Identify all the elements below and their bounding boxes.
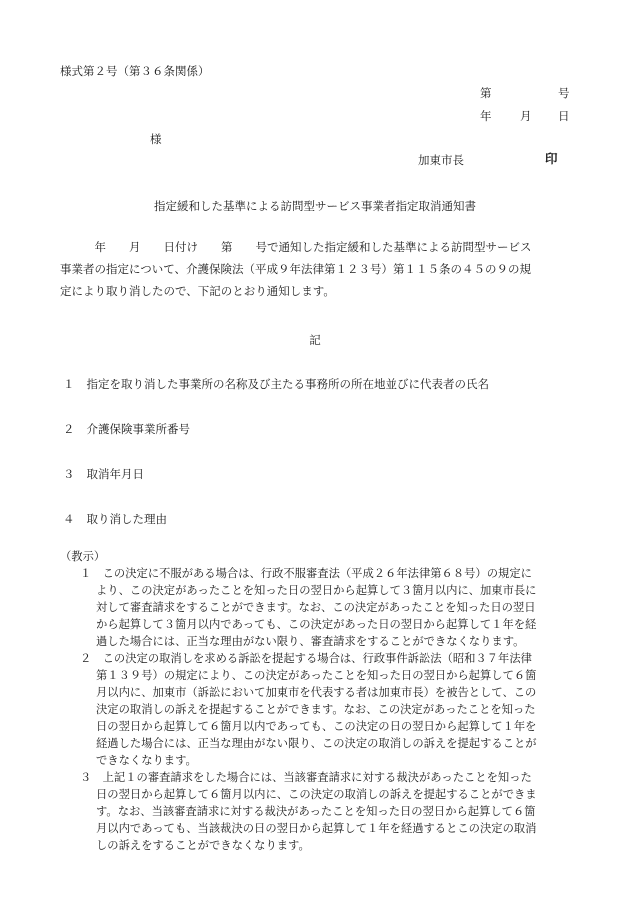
- item-1: [63, 379, 489, 391]
- kyouji-line: しの訴えをすることができなくなります。: [96, 839, 310, 852]
- ki-heading: 記: [309, 333, 321, 347]
- item-3: [63, 469, 144, 481]
- doc-no-prefix: 第: [480, 86, 492, 100]
- kyouji-line: す。なお、当該審査請求に対する裁決があったことを知った日の翌日から起算して６箇: [96, 805, 536, 818]
- item-number: １: [63, 377, 75, 391]
- kyouji-line: 日の翌日から起算して６箇月以内に、この決定の取消しの訴えを提起することができま: [96, 788, 537, 801]
- date-day: 日: [558, 109, 570, 123]
- kyouji-heading: （教示）: [60, 550, 106, 563]
- kyouji-line: 日の翌日から起算して６箇月以内であっても、この決定の日の翌日から起算して１年を: [96, 720, 537, 733]
- kyouji-line: より、この決定があったことを知った日の翌日から起算して３箇月以内に、加東市長に: [96, 584, 537, 597]
- item-number: ３: [63, 467, 75, 481]
- kyouji-section: [60, 548, 590, 854]
- item-text: 介護保険事業所番号: [86, 422, 190, 436]
- body-line: 事業者の指定について、介護保険法（平成９年法律第１２３号）第１１５条の４５の９の規: [60, 262, 532, 276]
- kyouji-line: 月以内であっても、当該裁決の日の翌日から起算して１年を経過するとこの決定の取消: [96, 822, 537, 835]
- kyouji-line: １ この決定に不服がある場合は、行政不服審査法（平成２６年法律第６８号）の規定に: [80, 567, 532, 580]
- document-title: 指定緩和した基準による訪問型サービス事業者指定取消通知書: [154, 199, 476, 213]
- doc-no-suffix: 号: [558, 86, 570, 100]
- kyouji-line: できなくなります。: [96, 754, 197, 767]
- item-2: [63, 424, 190, 436]
- item-text: 取り消した理由: [86, 512, 167, 526]
- kyouji-line: 経過した場合には、正当な理由がない限り、この決定の取消しの訴えを提起することが: [96, 737, 537, 750]
- item-text: 取消年月日: [86, 467, 144, 481]
- kyouji-line: ３ 上記１の審査請求をした場合には、当該審査請求に対する裁決があったことを知った: [80, 771, 532, 784]
- item-4: [63, 514, 167, 526]
- seal-mark: 印: [545, 151, 558, 166]
- issuer-name: 加東市長: [418, 153, 464, 167]
- date-month: 月: [520, 109, 532, 123]
- recipient-suffix: 様: [150, 132, 162, 146]
- body-line: 定により取り消したので、下記のとおり通知します。: [60, 284, 335, 298]
- kyouji-line: 月以内に、加東市（訴訟において加東市を代表する者は加東市長）を被告として、この: [96, 686, 537, 699]
- kyouji-line: から起算して３箇月以内であっても、この決定があった日の翌日から起算して１年を経: [96, 618, 537, 631]
- kyouji-line: 第１３９号）の規定により、この決定があったことを知った日の翌日から起算して６箇: [96, 669, 537, 682]
- kyouji-line: 過した場合には、正当な理由がない限り、審査請求をすることができなくなります。: [96, 635, 525, 648]
- item-number: ２: [63, 422, 75, 436]
- kyouji-line: ２ この決定の取消しを求める訴訟を提起する場合は、行政事件訴訟法（昭和３７年法律: [80, 652, 532, 665]
- kyouji-line: 対して審査請求をすることができます。なお、この決定があったことを知った日の翌日: [96, 601, 536, 614]
- kyouji-line: 決定の取消しの訴えを提起することができます。なお、この決定があったことを知った: [96, 703, 536, 716]
- body-line: 年 月 日付け 第 号で通知した指定緩和した基準による訪問型サービス: [60, 240, 532, 254]
- date-year: 年: [480, 109, 492, 123]
- item-number: ４: [63, 512, 75, 526]
- item-text: 指定を取り消した事業所の名称及び主たる事務所の所在地並びに代表者の氏名: [86, 377, 489, 391]
- form-label: 様式第２号（第３６条関係）: [60, 64, 210, 78]
- body-paragraph: [60, 236, 585, 302]
